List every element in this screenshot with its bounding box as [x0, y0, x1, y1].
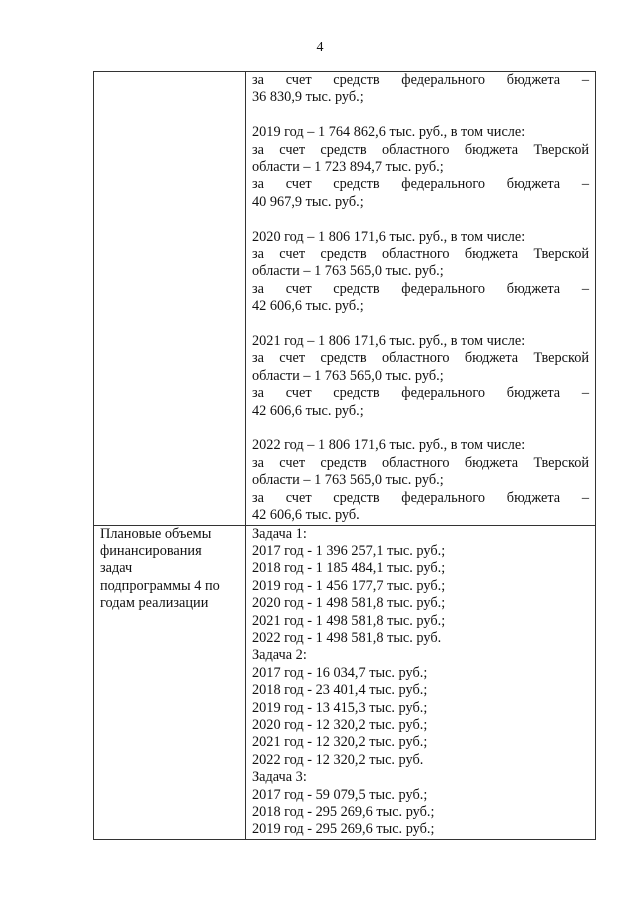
task-3-line: 2019 год - 295 269,6 тыс. руб.;	[252, 821, 435, 838]
regional-amount: области – 1 763 565,0 тыс. руб.;	[252, 472, 444, 489]
task-1-line: 2018 год - 1 185 484,1 тыс. руб.;	[252, 560, 446, 577]
year-head: 2022 год – 1 806 171,6 тыс. руб., в том числе:	[252, 437, 526, 454]
table-row	[94, 525, 596, 839]
label-line: годам реализации	[100, 595, 209, 612]
year-block-2020	[252, 229, 589, 316]
federal-line: за счет средств федерального бюджета –	[252, 280, 589, 297]
federal-amount: 40 967,9 тыс. руб.;	[252, 193, 364, 210]
label-line: подпрограммы 4 по	[100, 577, 220, 594]
year-block-2022	[252, 437, 589, 524]
regional-amount: области – 1 763 565,0 тыс. руб.;	[252, 263, 444, 280]
financing-table	[93, 71, 596, 840]
task-3-line: 2018 год - 295 269,6 тыс. руб.;	[252, 804, 435, 820]
year-block-2019	[252, 124, 589, 211]
task-2-line: 2022 год - 12 320,2 тыс. руб.	[252, 751, 424, 768]
label-line: финансирования	[100, 542, 202, 559]
federal-line: за счет средств федерального бюджета –	[252, 176, 589, 193]
task-2-line: 2017 год - 16 034,7 тыс. руб.;	[252, 664, 428, 681]
federal-amount: 36 830,9 тыс. руб.;	[252, 89, 364, 106]
regional-amount: области – 1 763 565,0 тыс. руб.;	[252, 367, 444, 384]
label-line: Плановые объемы	[100, 525, 212, 542]
task-1-line: 2017 год - 1 396 257,1 тыс. руб.;	[252, 542, 446, 559]
task-1-line: 2022 год - 1 498 581,8 тыс. руб.	[252, 629, 442, 646]
continuation-block	[252, 72, 589, 107]
task-2-line: 2021 год - 12 320,2 тыс. руб.;	[252, 734, 428, 751]
task-3-line: 2017 год - 59 079,5 тыс. руб.;	[252, 786, 428, 803]
financing-by-year-cell	[246, 72, 596, 526]
page-number: 4	[316, 40, 324, 55]
federal-line: за счет средств федерального бюджета –	[252, 385, 589, 402]
year-head: 2021 год – 1 806 171,6 тыс. руб., в том числе:	[252, 333, 526, 350]
table-row	[94, 72, 596, 526]
task-2-line: 2020 год - 12 320,2 тыс. руб.;	[252, 716, 428, 733]
federal-amount: 42 606,6 тыс. руб.	[252, 507, 360, 524]
federal-amount: 42 606,6 тыс. руб.;	[252, 402, 364, 419]
federal-line: за счет средств федерального бюджета –	[252, 72, 589, 88]
task-1-line: 2021 год - 1 498 581,8 тыс. руб.;	[252, 612, 446, 629]
task-2-title: Задача 2:	[252, 647, 307, 664]
empty-label-cell	[94, 72, 246, 526]
regional-line: за счет средств областного бюджета Тверской	[252, 454, 589, 471]
regional-line: за счет средств областного бюджета Тверской	[252, 246, 589, 263]
federal-amount: 42 606,6 тыс. руб.;	[252, 298, 364, 315]
task-1-line: 2019 год - 1 456 177,7 тыс. руб.;	[252, 577, 446, 594]
label-line: задач	[100, 560, 133, 577]
year-head: 2019 год – 1 764 862,6 тыс. руб., в том числе:	[252, 124, 526, 141]
regional-line: за счет средств областного бюджета Тверской	[252, 141, 589, 158]
task-1-line: 2020 год - 1 498 581,8 тыс. руб.;	[252, 595, 446, 612]
regional-line: за счет средств областного бюджета Тверской	[252, 350, 589, 367]
row-label-cell	[94, 525, 246, 839]
federal-line: за счет средств федерального бюджета –	[252, 489, 589, 506]
regional-amount: области – 1 723 894,7 тыс. руб.;	[252, 159, 444, 176]
task-3-title: Задача 3:	[252, 769, 307, 786]
task-2-line: 2018 год - 23 401,4 тыс. руб.;	[252, 682, 428, 699]
year-block-2021	[252, 333, 589, 420]
task-2-line: 2019 год - 13 415,3 тыс. руб.;	[252, 699, 428, 716]
task-1-title: Задача 1:	[252, 525, 307, 542]
year-head: 2020 год – 1 806 171,6 тыс. руб., в том числе:	[252, 228, 526, 245]
tasks-financing-cell	[246, 525, 596, 839]
